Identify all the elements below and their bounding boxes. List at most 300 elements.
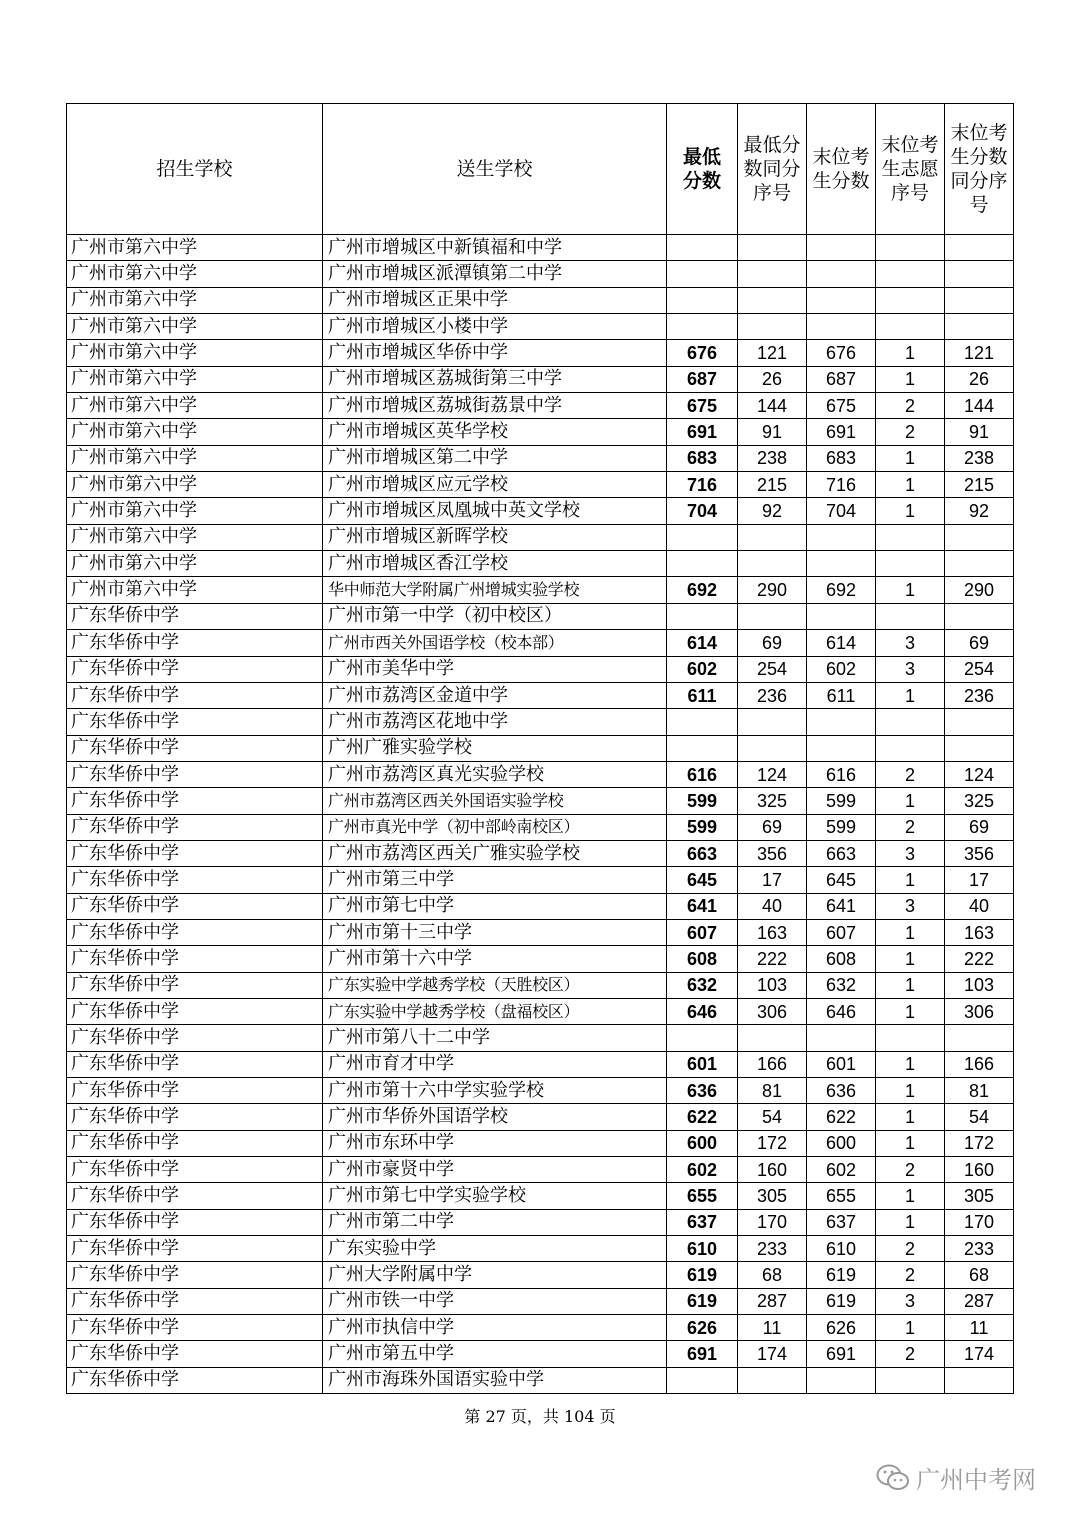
last-score-cell: 632 bbox=[807, 972, 876, 998]
admitting-school-cell: 广东华侨中学 bbox=[67, 682, 323, 708]
last-score-cell: 616 bbox=[807, 761, 876, 787]
min-score-cell bbox=[667, 735, 738, 761]
table-row bbox=[67, 1367, 1014, 1393]
min-score-rank-cell: 26 bbox=[738, 366, 807, 392]
sending-school-cell: 广州市增城区凤凰城中英文学校 bbox=[323, 498, 667, 524]
min-score-rank-cell: 17 bbox=[738, 867, 807, 893]
admitting-school-cell: 广东华侨中学 bbox=[67, 972, 323, 998]
last-score-rank-cell: 305 bbox=[945, 1183, 1014, 1209]
min-score-rank-cell bbox=[738, 1025, 807, 1051]
table-row bbox=[67, 472, 1014, 498]
last-score-rank-cell bbox=[945, 1367, 1014, 1393]
sending-school-cell: 广州市第七中学 bbox=[323, 893, 667, 919]
min-score-rank-cell: 68 bbox=[738, 1262, 807, 1288]
sending-school-cell: 广州市第七中学实验学校 bbox=[323, 1183, 667, 1209]
min-score-cell: 641 bbox=[667, 893, 738, 919]
table-row bbox=[67, 709, 1014, 735]
min-score-rank-cell: 69 bbox=[738, 630, 807, 656]
sending-school-cell: 广州市西关外国语学校（校本部） bbox=[323, 630, 667, 656]
min-score-cell: 600 bbox=[667, 1130, 738, 1156]
admitting-school-cell: 广东华侨中学 bbox=[67, 946, 323, 972]
table-row bbox=[67, 946, 1014, 972]
table-row bbox=[67, 498, 1014, 524]
last-score-cell: 602 bbox=[807, 656, 876, 682]
last-score-rank-cell: 254 bbox=[945, 656, 1014, 682]
table-row bbox=[67, 366, 1014, 392]
wechat-icon bbox=[876, 1463, 910, 1493]
last-score-rank-cell: 68 bbox=[945, 1262, 1014, 1288]
min-score-cell: 675 bbox=[667, 393, 738, 419]
last-score-rank-cell: 356 bbox=[945, 840, 1014, 866]
min-score-cell: 602 bbox=[667, 1157, 738, 1183]
table-row bbox=[67, 261, 1014, 287]
last-score-cell: 636 bbox=[807, 1078, 876, 1104]
last-score-cell bbox=[807, 524, 876, 550]
admitting-school-cell: 广州市第六中学 bbox=[67, 472, 323, 498]
min-score-rank-cell bbox=[738, 551, 807, 577]
sending-school-cell: 广州大学附属中学 bbox=[323, 1262, 667, 1288]
last-score-rank-cell bbox=[945, 709, 1014, 735]
last-score-cell: 610 bbox=[807, 1236, 876, 1262]
sending-school-cell: 广州市豪贤中学 bbox=[323, 1157, 667, 1183]
admitting-school-cell: 广东华侨中学 bbox=[67, 1078, 323, 1104]
sending-school-cell: 广州市执信中学 bbox=[323, 1315, 667, 1341]
last-score-rank-cell: 238 bbox=[945, 445, 1014, 471]
sending-school-cell: 广州市海珠外国语实验中学 bbox=[323, 1367, 667, 1393]
min-score-cell bbox=[667, 709, 738, 735]
last-choice-order-cell bbox=[876, 735, 945, 761]
min-score-rank-cell: 81 bbox=[738, 1078, 807, 1104]
last-choice-order-cell: 2 bbox=[876, 1262, 945, 1288]
last-score-cell: 608 bbox=[807, 946, 876, 972]
last-score-rank-cell: 91 bbox=[945, 419, 1014, 445]
sending-school-cell: 广州市第一中学（初中校区） bbox=[323, 603, 667, 629]
last-choice-order-cell: 3 bbox=[876, 1288, 945, 1314]
last-choice-order-cell: 2 bbox=[876, 814, 945, 840]
last-score-cell: 626 bbox=[807, 1315, 876, 1341]
last-choice-order-cell: 3 bbox=[876, 630, 945, 656]
last-score-cell: 691 bbox=[807, 1341, 876, 1367]
last-choice-order-cell bbox=[876, 261, 945, 287]
last-choice-order-cell: 1 bbox=[876, 445, 945, 471]
min-score-rank-cell: 92 bbox=[738, 498, 807, 524]
last-score-rank-cell: 170 bbox=[945, 1209, 1014, 1235]
min-score-rank-cell: 356 bbox=[738, 840, 807, 866]
table-row bbox=[67, 1104, 1014, 1130]
sending-school-cell: 广州市第十六中学实验学校 bbox=[323, 1078, 667, 1104]
admitting-school-cell: 广东华侨中学 bbox=[67, 630, 323, 656]
sending-school-cell: 广州市增城区第二中学 bbox=[323, 445, 667, 471]
min-score-cell: 645 bbox=[667, 867, 738, 893]
last-score-cell: 704 bbox=[807, 498, 876, 524]
min-score-cell: 607 bbox=[667, 919, 738, 945]
last-score-cell: 607 bbox=[807, 919, 876, 945]
min-score-rank-cell bbox=[738, 709, 807, 735]
last-score-cell bbox=[807, 314, 876, 340]
min-score-cell: 599 bbox=[667, 788, 738, 814]
min-score-rank-cell bbox=[738, 261, 807, 287]
admitting-school-cell: 广东华侨中学 bbox=[67, 893, 323, 919]
last-choice-order-cell: 1 bbox=[876, 1104, 945, 1130]
last-score-cell: 614 bbox=[807, 630, 876, 656]
last-choice-order-cell bbox=[876, 314, 945, 340]
last-choice-order-cell bbox=[876, 287, 945, 313]
min-score-cell bbox=[667, 235, 738, 261]
min-score-cell: 619 bbox=[667, 1262, 738, 1288]
last-score-rank-cell bbox=[945, 603, 1014, 629]
last-score-cell: 687 bbox=[807, 366, 876, 392]
last-choice-order-cell: 3 bbox=[876, 893, 945, 919]
min-score-rank-cell bbox=[738, 1367, 807, 1393]
sending-school-cell: 广州市第十六中学 bbox=[323, 946, 667, 972]
admitting-school-cell: 广州市第六中学 bbox=[67, 235, 323, 261]
watermark bbox=[876, 1460, 1036, 1495]
table-row bbox=[67, 814, 1014, 840]
last-score-cell: 599 bbox=[807, 814, 876, 840]
admitting-school-cell: 广东华侨中学 bbox=[67, 1341, 323, 1367]
sending-school-cell: 华中师范大学附属广州增城实验学校 bbox=[323, 577, 667, 603]
header-min-score: 最低 分数 bbox=[667, 104, 738, 235]
min-score-cell: 636 bbox=[667, 1078, 738, 1104]
last-score-rank-cell: 92 bbox=[945, 498, 1014, 524]
sending-school-cell: 广州市第五中学 bbox=[323, 1341, 667, 1367]
min-score-rank-cell: 163 bbox=[738, 919, 807, 945]
last-choice-order-cell: 1 bbox=[876, 972, 945, 998]
admitting-school-cell: 广东华侨中学 bbox=[67, 840, 323, 866]
table-row bbox=[67, 630, 1014, 656]
last-choice-order-cell: 1 bbox=[876, 788, 945, 814]
sending-school-cell: 广州市增城区应元学校 bbox=[323, 472, 667, 498]
table-row bbox=[67, 1236, 1014, 1262]
last-score-rank-cell: 236 bbox=[945, 682, 1014, 708]
admitting-school-cell: 广东华侨中学 bbox=[67, 1367, 323, 1393]
last-choice-order-cell: 1 bbox=[876, 1051, 945, 1077]
sending-school-cell: 广东实验中学越秀学校（盘福校区） bbox=[323, 998, 667, 1024]
last-score-rank-cell bbox=[945, 235, 1014, 261]
min-score-cell: 687 bbox=[667, 366, 738, 392]
min-score-rank-cell bbox=[738, 603, 807, 629]
last-score-rank-cell bbox=[945, 261, 1014, 287]
last-choice-order-cell bbox=[876, 524, 945, 550]
last-score-rank-cell: 290 bbox=[945, 577, 1014, 603]
min-score-cell: 716 bbox=[667, 472, 738, 498]
table-row bbox=[67, 1130, 1014, 1156]
table-row bbox=[67, 524, 1014, 550]
min-score-rank-cell: 287 bbox=[738, 1288, 807, 1314]
table-row bbox=[67, 1025, 1014, 1051]
min-score-cell: 646 bbox=[667, 998, 738, 1024]
min-score-rank-cell: 166 bbox=[738, 1051, 807, 1077]
min-score-rank-cell: 325 bbox=[738, 788, 807, 814]
admission-score-table bbox=[66, 103, 1014, 1394]
last-score-cell: 663 bbox=[807, 840, 876, 866]
table-row bbox=[67, 998, 1014, 1024]
min-score-cell: 692 bbox=[667, 577, 738, 603]
last-score-rank-cell bbox=[945, 524, 1014, 550]
admitting-school-cell: 广东华侨中学 bbox=[67, 603, 323, 629]
sending-school-cell: 广州市增城区华侨中学 bbox=[323, 340, 667, 366]
last-score-rank-cell bbox=[945, 287, 1014, 313]
table-row bbox=[67, 235, 1014, 261]
last-choice-order-cell: 1 bbox=[876, 1183, 945, 1209]
last-score-cell: 716 bbox=[807, 472, 876, 498]
last-score-rank-cell: 233 bbox=[945, 1236, 1014, 1262]
last-score-cell bbox=[807, 551, 876, 577]
min-score-rank-cell: 144 bbox=[738, 393, 807, 419]
table-row bbox=[67, 1209, 1014, 1235]
min-score-rank-cell: 222 bbox=[738, 946, 807, 972]
min-score-cell bbox=[667, 261, 738, 287]
last-choice-order-cell: 2 bbox=[876, 761, 945, 787]
min-score-cell: 683 bbox=[667, 445, 738, 471]
table-row bbox=[67, 393, 1014, 419]
sending-school-cell: 广州市增城区正果中学 bbox=[323, 287, 667, 313]
admitting-school-cell: 广东华侨中学 bbox=[67, 1209, 323, 1235]
last-score-cell: 600 bbox=[807, 1130, 876, 1156]
admitting-school-cell: 广东华侨中学 bbox=[67, 1051, 323, 1077]
admitting-school-cell: 广东华侨中学 bbox=[67, 1315, 323, 1341]
admitting-school-cell: 广东华侨中学 bbox=[67, 1183, 323, 1209]
table-row bbox=[67, 1051, 1014, 1077]
last-score-cell: 619 bbox=[807, 1288, 876, 1314]
table-row bbox=[67, 1183, 1014, 1209]
admitting-school-cell: 广东华侨中学 bbox=[67, 788, 323, 814]
sending-school-cell: 广州市美华中学 bbox=[323, 656, 667, 682]
admitting-school-cell: 广东华侨中学 bbox=[67, 1157, 323, 1183]
last-choice-order-cell: 2 bbox=[876, 393, 945, 419]
min-score-cell bbox=[667, 314, 738, 340]
last-score-rank-cell: 69 bbox=[945, 814, 1014, 840]
last-score-rank-cell: 124 bbox=[945, 761, 1014, 787]
admitting-school-cell: 广州市第六中学 bbox=[67, 366, 323, 392]
last-score-cell: 645 bbox=[807, 867, 876, 893]
last-score-cell bbox=[807, 735, 876, 761]
min-score-rank-cell: 54 bbox=[738, 1104, 807, 1130]
sending-school-cell: 广州市荔湾区金道中学 bbox=[323, 682, 667, 708]
page-footer: 第 27 页，共 104 页 bbox=[464, 1407, 616, 1426]
last-score-rank-cell bbox=[945, 1025, 1014, 1051]
last-score-cell bbox=[807, 1025, 876, 1051]
min-score-cell: 622 bbox=[667, 1104, 738, 1130]
min-score-rank-cell: 103 bbox=[738, 972, 807, 998]
min-score-rank-cell: 40 bbox=[738, 893, 807, 919]
min-score-rank-cell: 124 bbox=[738, 761, 807, 787]
last-score-rank-cell: 160 bbox=[945, 1157, 1014, 1183]
table-row bbox=[67, 893, 1014, 919]
table-row bbox=[67, 419, 1014, 445]
last-score-cell: 641 bbox=[807, 893, 876, 919]
min-score-rank-cell bbox=[738, 524, 807, 550]
sending-school-cell: 广州市增城区派潭镇第二中学 bbox=[323, 261, 667, 287]
last-score-cell: 655 bbox=[807, 1183, 876, 1209]
min-score-rank-cell: 91 bbox=[738, 419, 807, 445]
min-score-cell: 691 bbox=[667, 1341, 738, 1367]
table-row bbox=[67, 919, 1014, 945]
min-score-rank-cell: 160 bbox=[738, 1157, 807, 1183]
admitting-school-cell: 广州市第六中学 bbox=[67, 287, 323, 313]
last-score-rank-cell: 306 bbox=[945, 998, 1014, 1024]
sending-school-cell: 广州市增城区新晖学校 bbox=[323, 524, 667, 550]
last-score-rank-cell: 17 bbox=[945, 867, 1014, 893]
min-score-cell: 655 bbox=[667, 1183, 738, 1209]
sending-school-cell: 广州市第八十二中学 bbox=[323, 1025, 667, 1051]
header-admitting-school: 招生学校 bbox=[67, 104, 323, 235]
min-score-cell bbox=[667, 1025, 738, 1051]
last-score-rank-cell: 103 bbox=[945, 972, 1014, 998]
last-score-cell: 692 bbox=[807, 577, 876, 603]
last-choice-order-cell bbox=[876, 551, 945, 577]
min-score-rank-cell: 170 bbox=[738, 1209, 807, 1235]
admitting-school-cell: 广东华侨中学 bbox=[67, 1262, 323, 1288]
table-row bbox=[67, 972, 1014, 998]
sending-school-cell: 广州市铁一中学 bbox=[323, 1288, 667, 1314]
min-score-cell bbox=[667, 524, 738, 550]
min-score-cell: 632 bbox=[667, 972, 738, 998]
admitting-school-cell: 广州市第六中学 bbox=[67, 314, 323, 340]
min-score-rank-cell: 69 bbox=[738, 814, 807, 840]
admitting-school-cell: 广东华侨中学 bbox=[67, 709, 323, 735]
last-score-rank-cell: 222 bbox=[945, 946, 1014, 972]
last-score-cell bbox=[807, 709, 876, 735]
sending-school-cell: 广东实验中学 bbox=[323, 1236, 667, 1262]
admitting-school-cell: 广州市第六中学 bbox=[67, 393, 323, 419]
last-choice-order-cell: 1 bbox=[876, 1078, 945, 1104]
sending-school-cell: 广州市增城区英华学校 bbox=[323, 419, 667, 445]
last-score-cell: 622 bbox=[807, 1104, 876, 1130]
min-score-rank-cell bbox=[738, 235, 807, 261]
last-choice-order-cell: 1 bbox=[876, 577, 945, 603]
last-score-cell bbox=[807, 261, 876, 287]
admitting-school-cell: 广东华侨中学 bbox=[67, 656, 323, 682]
last-choice-order-cell: 2 bbox=[876, 1157, 945, 1183]
sending-school-cell: 广州市增城区荔城街第三中学 bbox=[323, 366, 667, 392]
last-score-cell: 611 bbox=[807, 682, 876, 708]
last-score-cell bbox=[807, 287, 876, 313]
min-score-rank-cell bbox=[738, 287, 807, 313]
admitting-school-cell: 广东华侨中学 bbox=[67, 998, 323, 1024]
admitting-school-cell: 广州市第六中学 bbox=[67, 498, 323, 524]
last-score-cell: 646 bbox=[807, 998, 876, 1024]
table-row bbox=[67, 551, 1014, 577]
watermark-text: 广州中考网 bbox=[916, 1466, 1036, 1494]
last-score-rank-cell: 287 bbox=[945, 1288, 1014, 1314]
min-score-cell: 599 bbox=[667, 814, 738, 840]
admitting-school-cell: 广东华侨中学 bbox=[67, 1130, 323, 1156]
min-score-rank-cell: 174 bbox=[738, 1341, 807, 1367]
table-row bbox=[67, 682, 1014, 708]
last-choice-order-cell bbox=[876, 603, 945, 629]
last-score-cell: 599 bbox=[807, 788, 876, 814]
last-choice-order-cell bbox=[876, 1025, 945, 1051]
min-score-cell: 601 bbox=[667, 1051, 738, 1077]
last-score-cell: 683 bbox=[807, 445, 876, 471]
min-score-rank-cell: 121 bbox=[738, 340, 807, 366]
min-score-rank-cell: 233 bbox=[738, 1236, 807, 1262]
admitting-school-cell: 广东华侨中学 bbox=[67, 1288, 323, 1314]
last-choice-order-cell: 2 bbox=[876, 1236, 945, 1262]
admitting-school-cell: 广东华侨中学 bbox=[67, 1104, 323, 1130]
sending-school-cell: 广州市增城区小楼中学 bbox=[323, 314, 667, 340]
last-choice-order-cell bbox=[876, 1367, 945, 1393]
last-score-cell: 637 bbox=[807, 1209, 876, 1235]
admitting-school-cell: 广州市第六中学 bbox=[67, 340, 323, 366]
min-score-cell: 637 bbox=[667, 1209, 738, 1235]
last-score-rank-cell: 325 bbox=[945, 788, 1014, 814]
last-choice-order-cell: 1 bbox=[876, 498, 945, 524]
sending-school-cell: 广州市荔湾区西关广雅实验学校 bbox=[323, 840, 667, 866]
min-score-rank-cell: 254 bbox=[738, 656, 807, 682]
last-score-rank-cell: 166 bbox=[945, 1051, 1014, 1077]
sending-school-cell: 广州市第二中学 bbox=[323, 1209, 667, 1235]
min-score-rank-cell: 238 bbox=[738, 445, 807, 471]
last-choice-order-cell: 1 bbox=[876, 1130, 945, 1156]
sending-school-cell: 广州市荔湾区花地中学 bbox=[323, 709, 667, 735]
table-row bbox=[67, 788, 1014, 814]
table-row bbox=[67, 577, 1014, 603]
admitting-school-cell: 广州市第六中学 bbox=[67, 261, 323, 287]
last-choice-order-cell: 3 bbox=[876, 840, 945, 866]
sending-school-cell: 广州市增城区荔城街荔景中学 bbox=[323, 393, 667, 419]
min-score-cell: 676 bbox=[667, 340, 738, 366]
last-choice-order-cell: 1 bbox=[876, 867, 945, 893]
last-choice-order-cell: 3 bbox=[876, 656, 945, 682]
last-score-rank-cell bbox=[945, 551, 1014, 577]
table-row bbox=[67, 1262, 1014, 1288]
last-score-cell: 601 bbox=[807, 1051, 876, 1077]
admitting-school-cell: 广州市第六中学 bbox=[67, 551, 323, 577]
sending-school-cell: 广州市育才中学 bbox=[323, 1051, 667, 1077]
min-score-rank-cell bbox=[738, 735, 807, 761]
admitting-school-cell: 广东华侨中学 bbox=[67, 735, 323, 761]
table-row bbox=[67, 314, 1014, 340]
sending-school-cell: 广东实验中学越秀学校（天胜校区） bbox=[323, 972, 667, 998]
admitting-school-cell: 广东华侨中学 bbox=[67, 919, 323, 945]
table-row bbox=[67, 445, 1014, 471]
header-last-score-rank: 末位考 生分数 同分序 号 bbox=[945, 104, 1014, 235]
min-score-cell: 611 bbox=[667, 682, 738, 708]
min-score-cell: 608 bbox=[667, 946, 738, 972]
last-score-cell bbox=[807, 235, 876, 261]
last-choice-order-cell: 2 bbox=[876, 1341, 945, 1367]
min-score-rank-cell: 215 bbox=[738, 472, 807, 498]
last-score-rank-cell: 163 bbox=[945, 919, 1014, 945]
table-row bbox=[67, 603, 1014, 629]
min-score-cell: 619 bbox=[667, 1288, 738, 1314]
last-score-rank-cell: 144 bbox=[945, 393, 1014, 419]
last-score-rank-cell bbox=[945, 735, 1014, 761]
admitting-school-cell: 广东华侨中学 bbox=[67, 1236, 323, 1262]
sending-school-cell: 广州广雅实验学校 bbox=[323, 735, 667, 761]
admitting-school-cell: 广州市第六中学 bbox=[67, 445, 323, 471]
last-score-rank-cell: 81 bbox=[945, 1078, 1014, 1104]
min-score-rank-cell bbox=[738, 314, 807, 340]
last-score-cell: 602 bbox=[807, 1157, 876, 1183]
admitting-school-cell: 广州市第六中学 bbox=[67, 419, 323, 445]
admitting-school-cell: 广东华侨中学 bbox=[67, 1025, 323, 1051]
min-score-cell bbox=[667, 1367, 738, 1393]
last-score-rank-cell: 40 bbox=[945, 893, 1014, 919]
table-row bbox=[67, 340, 1014, 366]
min-score-cell: 626 bbox=[667, 1315, 738, 1341]
last-choice-order-cell: 1 bbox=[876, 946, 945, 972]
table-row bbox=[67, 867, 1014, 893]
table-row bbox=[67, 1288, 1014, 1314]
sending-school-cell: 广州市第十三中学 bbox=[323, 919, 667, 945]
min-score-rank-cell: 290 bbox=[738, 577, 807, 603]
last-choice-order-cell bbox=[876, 709, 945, 735]
admitting-school-cell: 广东华侨中学 bbox=[67, 814, 323, 840]
min-score-cell: 602 bbox=[667, 656, 738, 682]
